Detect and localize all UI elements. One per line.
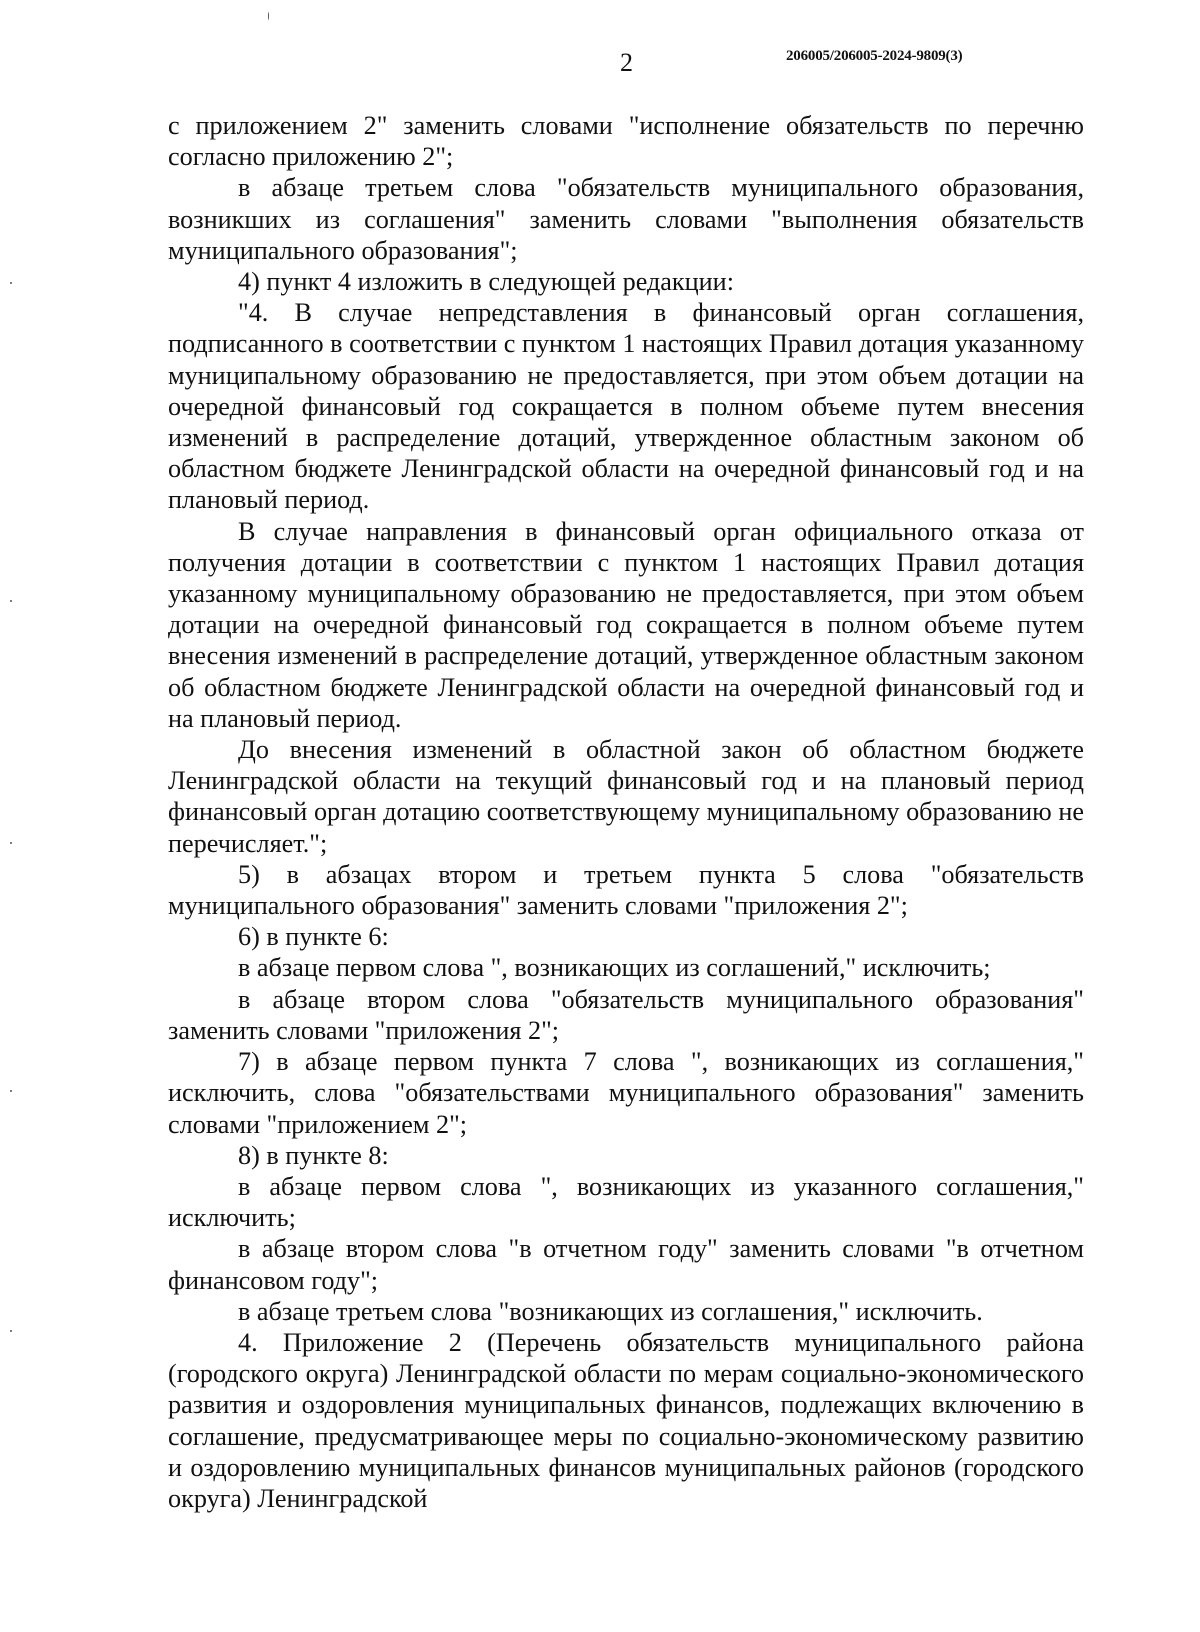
paragraph: 7) в абзаце первом пункта 7 слова ", возникающих из соглашения," исключить, слова "обязательствами муниципального образования" заменить словами "приложением 2"; <box>168 1047 1084 1139</box>
paragraph: В случае направления в финансовый орган официального отказа от получения дотации в соответствии с пунктом 1 настоящих Правил дотация указанному муниципальному образованию не предоставляется, при этом объем дотации на очередной финансовый год сокращается в полном объеме путем внесения изменений в распределение дотаций, утвержденное областным законом об областном бюджете Ленинградской области на очередной финансовый год и на плановый период. <box>168 516 1084 733</box>
scan-speck <box>10 1330 12 1332</box>
document-body <box>168 110 1084 1514</box>
paragraph: 4. Приложение 2 (Перечень обязательств муниципального района (городского округа) Ленинградской области по мерам социально-экономического развития и оздоровления муниципальных финансов, подлежащих включению в соглашение, предусматривающее меры по социально-экономическому развитию и оздоровлению муниципальных финансов муниципальных районов (городского округа) Ленинградской <box>168 1327 1084 1513</box>
paragraph: в абзаце первом слова ", возникающих из указанного соглашения," исключить; <box>168 1171 1084 1233</box>
paragraph: с приложением 2" заменить словами "исполнение обязательств по перечню согласно приложению 2"; <box>168 111 1084 172</box>
paragraph: в абзаце третьем слова "обязательств муниципального образования, возникших из соглашения" заменить словами "выполнения обязательств муниципального образования"; <box>168 173 1084 265</box>
paragraph: До внесения изменений в областной закон об областном бюджете Ленинградской области на текущий финансовый год и на плановый период финансовый орган дотацию соответствующему муниципальному образованию не перечисляет."; <box>168 735 1084 858</box>
paragraph: в абзаце первом слова ", возникающих из соглашений," исключить; <box>238 953 991 983</box>
page-header <box>0 44 1200 80</box>
paragraph: в абзаце втором слова "в отчетном году" заменить словами "в отчетном финансовом году"; <box>168 1234 1084 1295</box>
scan-speck <box>10 842 12 844</box>
paragraph: в абзаце втором слова "обязательств муниципального образования" заменить словами "приложения 2"; <box>168 984 1084 1045</box>
scan-speck <box>10 282 12 284</box>
scan-speck <box>10 1090 12 1092</box>
paragraph: в абзаце третьем слова "возникающих из соглашения," исключить. <box>238 1296 983 1326</box>
page-number: 2 <box>620 48 633 77</box>
scan-speck <box>268 12 269 20</box>
document-id: 206005/206005-2024-9809(3) <box>786 48 963 64</box>
scan-speck <box>10 600 12 602</box>
paragraph: 5) в абзацах втором и третьем пункта 5 слова "обязательств муниципального образования" заменить словами "приложения 2"; <box>168 859 1084 921</box>
paragraph: "4. В случае непредставления в финансовый орган соглашения, подписанного в соответствии с пунктом 1 настоящих Правил дотация указанному муниципальному образованию не предоставляется, при этом объем дотации на очередной финансовый год сокращается в полном объеме путем внесения изменений в распределение дотаций, утвержденное областным законом об областном бюджете Ленинградской области на очередной финансовый год и на плановый период. <box>168 298 1084 515</box>
paragraph: 6) в пункте 6: <box>238 922 389 952</box>
paragraph: 4) пункт 4 изложить в следующей редакции: <box>238 267 734 297</box>
paragraph: 8) в пункте 8: <box>238 1140 389 1170</box>
